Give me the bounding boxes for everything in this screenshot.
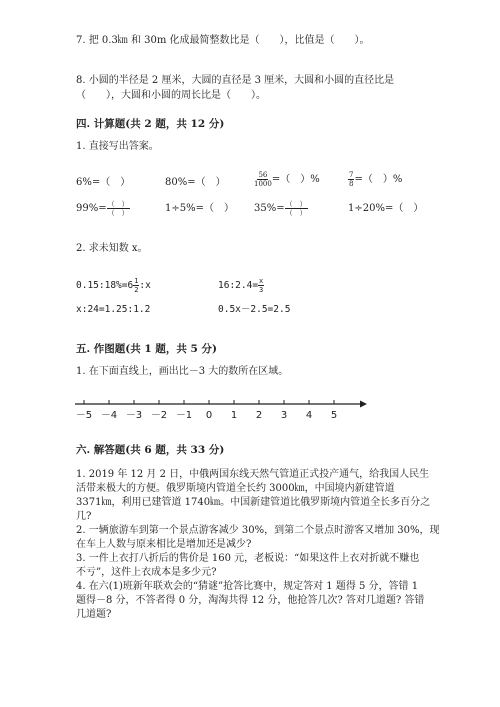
section-5-q1: 1. 在下面直线上，画出比－3 大的数所在区域。	[76, 366, 289, 377]
section-4-title: 四. 计算题(共 2 题，共 12 分)	[76, 118, 225, 130]
number-line-ticks	[76, 400, 337, 421]
problem-text-line: 4. 在六(1)班新年联欢会的“猜谜”抢答比赛中，规定答对 1 题得 5 分，答错 1	[76, 581, 419, 592]
problem-text-line: 在车上人数与原来相比是增加还是减少?	[76, 539, 252, 550]
number-line-tick-label: 3	[280, 410, 288, 421]
section-6-title: 六. 解答题(共 6 题，共 33 分)	[76, 444, 225, 456]
problem-text-line: 几?	[76, 511, 92, 522]
number-line-tick-label: －4	[100, 410, 118, 421]
calc-r2-c4: 1÷20%=（ ）	[348, 203, 424, 214]
problem-text-line: 不亏”，这件上衣成本是多少元?	[76, 567, 217, 578]
section-5-title: 五. 作图题(共 1 题，共 5 分)	[76, 343, 217, 355]
problem-text-line: 几道题?	[76, 609, 112, 620]
fraction: $\frac{( )}{( )}$	[285, 200, 307, 217]
question-7: 7. 把 0.3㎞ 和 30m 化成最简整数比是（ ），比值是（ ）。	[76, 35, 370, 46]
equation-2: 16:2.4= $\frac{x}{3}$	[218, 277, 264, 294]
fraction: $\frac{x}{3}$	[259, 277, 264, 294]
equation-3: x:24=1.25:1.2	[76, 304, 151, 315]
calc-r1-c4: $\frac{7}{8}$ =（ ）%	[349, 171, 403, 188]
calc-r2-c1: 99%= $\frac{( )}{( )}$	[76, 200, 129, 217]
problem-text-line: 2. 一辆旅游车到第一个景点游客减少 30%，到第二个景点时游客又增加 30%，现	[76, 525, 440, 536]
problem-text-line: 3371㎞，利用已建管道 1740㎞。中国新建管道比俄罗斯境内管道全长多百分之	[76, 497, 431, 508]
problem-text-line: 1. 2019 年 12 月 2 日，中俄两国东线天然气管道正式投产通气，给我国人民生	[76, 469, 430, 480]
number-line-tick-label: －5	[75, 410, 93, 421]
calc-r2-c3: 35%= $\frac{( )}{( )}$	[254, 200, 307, 217]
fraction: $\frac{( )}{( )}$	[107, 200, 129, 217]
question-8-line1: 8. 小圆的半径是 2 厘米，大圆的直径是 3 厘米，大圆和小圆的直径比是	[76, 75, 395, 86]
problem-text-line: 3. 一件上衣打八折后的售价是 160 元，老板说：“如果这件上衣对折就不赚也	[76, 553, 420, 564]
equation-1: 0.15:18%=6 $\frac{1}{2}$ :x	[76, 277, 151, 294]
number-line-tick-label: 5	[330, 410, 338, 421]
section-4-q1: 1. 直接写出答案。	[76, 141, 159, 152]
number-line-tick-label: －3	[125, 410, 143, 421]
problem-text-line: 活带来极大的方便。俄罗斯境内管道全长约 3000㎞，中国境内新建管道	[76, 483, 395, 494]
number-line-tick-label: －2	[150, 410, 168, 421]
number-line-tick-label: 2	[255, 410, 263, 421]
calc-r1-c3: $\frac{56}{1000}$ =（ ）%	[254, 171, 320, 188]
number-line-tick-label: －1	[175, 410, 193, 421]
number-line-arrow-icon	[360, 401, 367, 408]
calc-r1-c2: 80%=（ ）	[165, 177, 226, 188]
fraction: $\frac{7}{8}$	[349, 171, 354, 188]
question-8-line2: （ ），大圆和小圆的周长比是（ ）。	[76, 90, 266, 101]
fraction: $\frac{56}{1000}$	[254, 171, 272, 188]
number-line-tick-label: 0	[205, 410, 213, 421]
number-line-tick-label: 4	[305, 410, 313, 421]
problem-text-line: 题得－8 分，不答者得 0 分，淘淘共得 12 分，他抢答几次? 答对几道题? 答错	[76, 595, 425, 606]
section-4-q2: 2. 求未知数 x。	[76, 243, 148, 254]
number-line-tick-label: 1	[230, 410, 238, 421]
fraction: $\frac{1}{2}$	[134, 277, 139, 294]
calc-r2-c2: 1÷5%=（ ）	[165, 203, 234, 214]
number-line	[70, 395, 370, 425]
calc-r1-c1: 6%=（ ）	[76, 177, 131, 188]
equation-4: 0.5x－2.5=2.5	[218, 304, 291, 315]
